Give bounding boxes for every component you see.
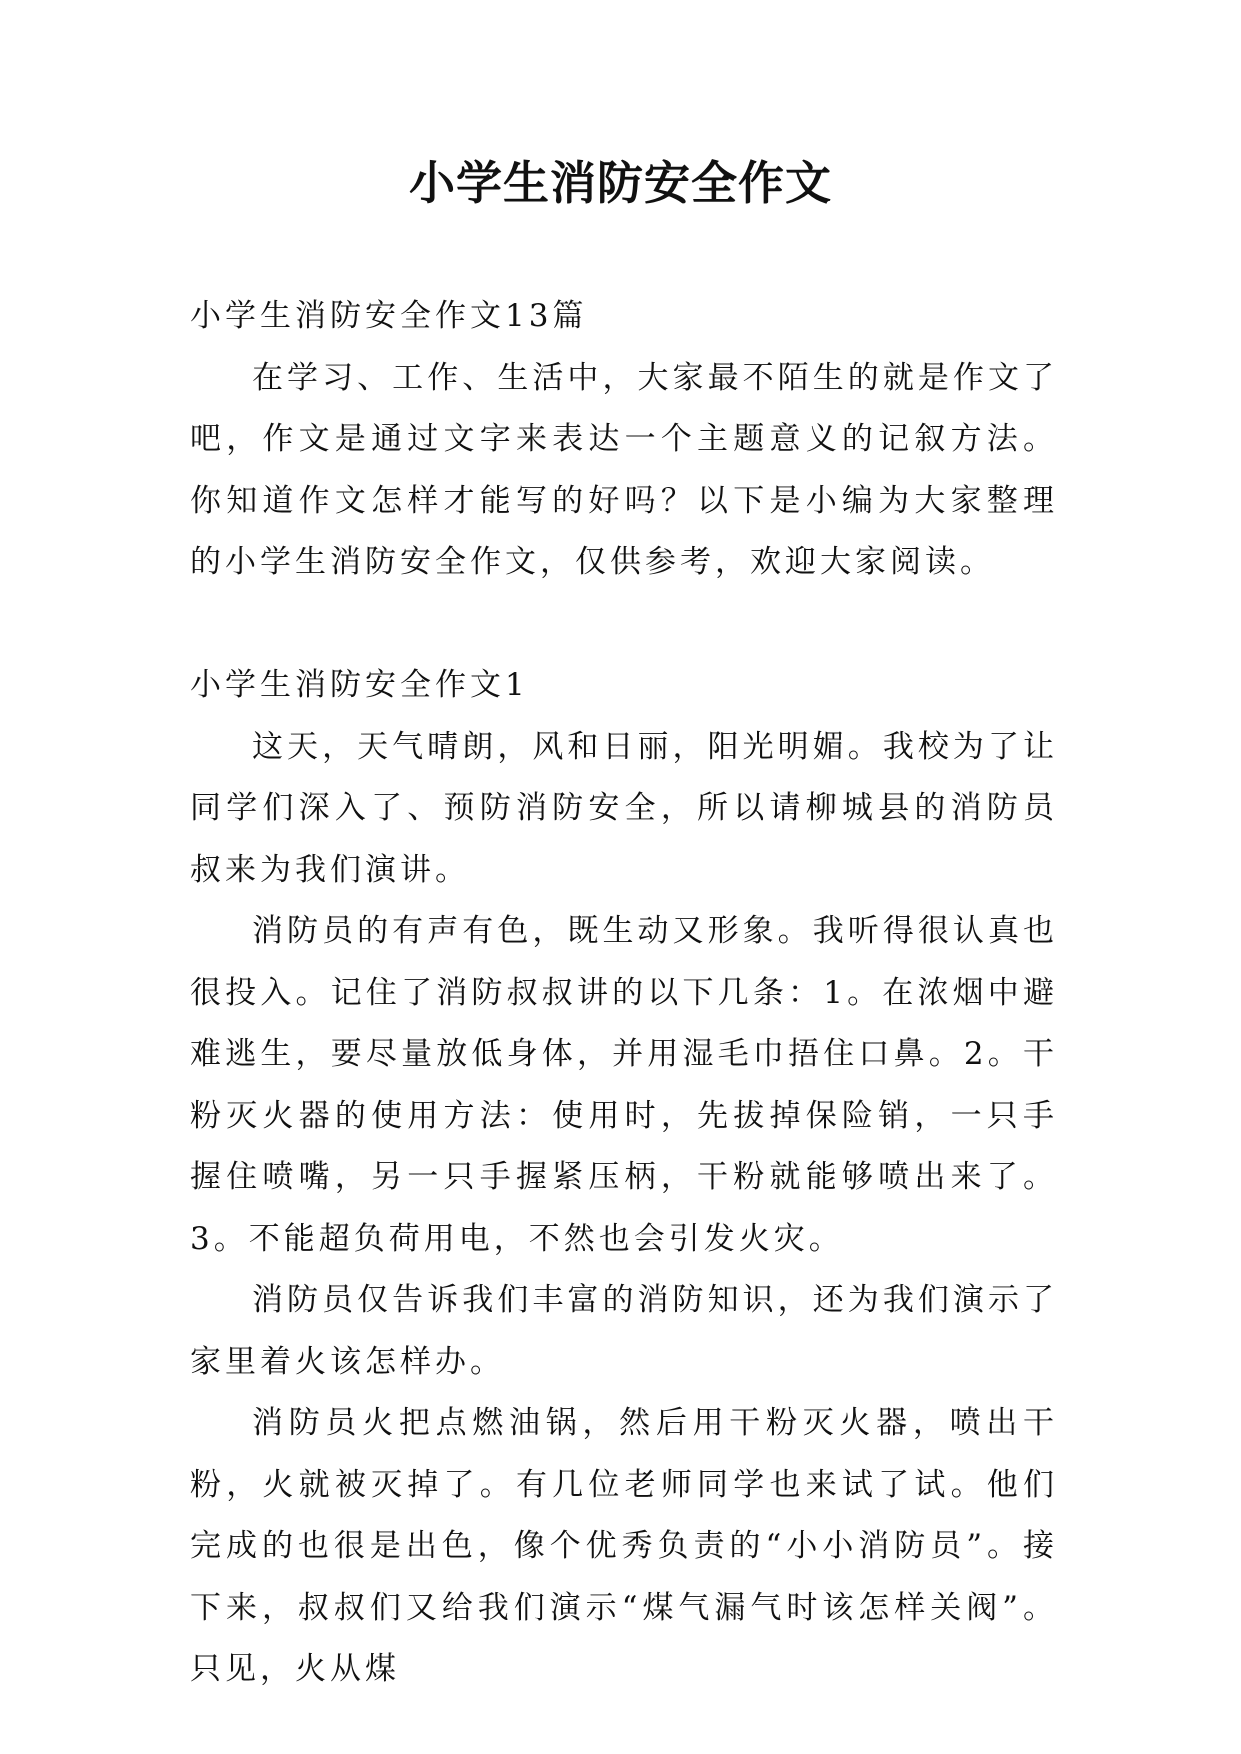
body-paragraph: 消防员仅告诉我们丰富的消防知识，还为我们演示了家里着火该怎样办。 <box>190 1282 1058 1380</box>
document-body <box>190 286 1058 1701</box>
body-paragraph: 消防员火把点燃油锅，然后用干粉灭火器，喷出干粉，火就被灭掉了。有几位老师同学也来试了试。他们完成的也很是出色，像个优秀负责的“小小消防员”。接下来，叔叔们又给我们演示“煤气漏气时该怎样关阀”。只见，火从煤 <box>190 1405 1058 1687</box>
section-spacer <box>190 594 1058 656</box>
intro-paragraph: 在学习、工作、生活中，大家最不陌生的就是作文了吧，作文是通过文字来表达一个主题意义的记叙方法。你知道作文怎样才能写的好吗？以下是小编为大家整理的小学生消防安全作文，仅供参考，欢迎大家阅读。 <box>190 359 1058 580</box>
section-heading: 小学生消防安全作文1 <box>190 667 529 703</box>
body-paragraph: 消防员的有声有色，既生动又形象。我听得很认真也很投入。记住了消防叔叔讲的以下几条：1。在浓烟中避难逃生，要尽量放低身体，并用湿毛巾捂住口鼻。2。干粉灭火器的使用方法：使用时，先拔掉保险销，一只手握住喷嘴，另一只手握紧压柄，干粉就能够喷出来了。3。不能超负荷用电，不然也会引发火灾。 <box>190 913 1058 1257</box>
document-title: 小学生消防安全作文 <box>409 156 832 210</box>
document-subtitle: 小学生消防安全作文13篇 <box>190 298 588 334</box>
body-paragraph: 这天，天气晴朗，风和日丽，阳光明媚。我校为了让同学们深入了、预防消防安全，所以请柳城县的消防员叔来为我们演讲。 <box>190 728 1058 888</box>
